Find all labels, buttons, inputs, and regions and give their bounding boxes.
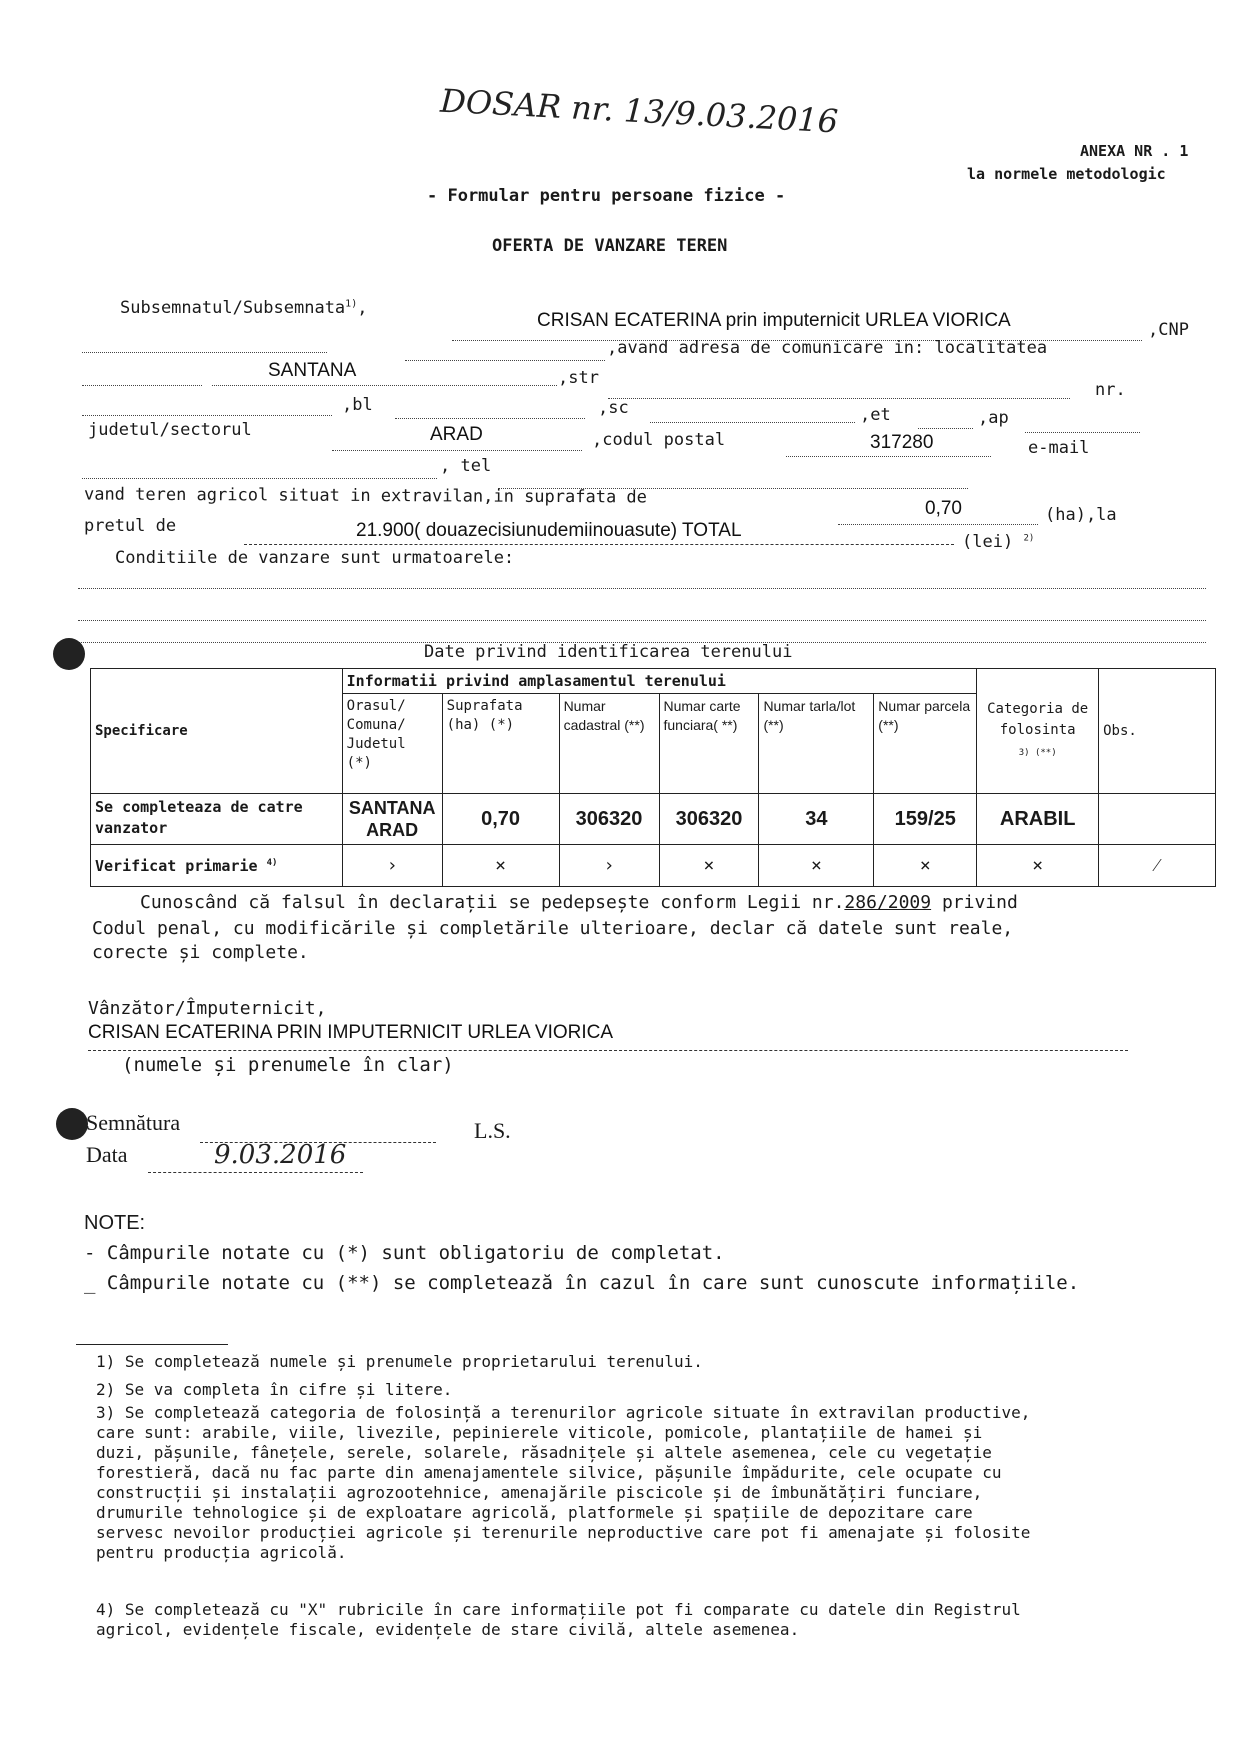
col-tarla: Numar tarla/lot (**) (759, 694, 874, 794)
punch-hole (53, 638, 85, 670)
declaration-line2: Codul penal, cu modificările și completările ulterioare, declar că datele sunt reale, (92, 918, 1014, 939)
tel-label: , tel (440, 456, 492, 476)
localitatea-field[interactable]: SANTANA (268, 360, 357, 381)
verify-mark: › (342, 845, 442, 887)
footnote-1: 1) Se completează numele și prenumele proprietarului terenului. (96, 1352, 703, 1371)
adresa-label: ,avand adresa de comunicare in: localitatea (607, 338, 1048, 358)
pretul-label: pretul de (84, 516, 177, 536)
semnatura-label: Semnătura (86, 1110, 181, 1135)
cod-label: ,codul postal (592, 430, 726, 450)
form-title: OFERTA DE VANZARE TEREN (492, 236, 728, 256)
cod-field[interactable]: 317280 (870, 432, 934, 453)
spec-header: Specificare (91, 669, 343, 794)
verify-mark: × (659, 845, 759, 887)
col-parcela: Numar parcela (**) (874, 694, 977, 794)
table-caption: Date privind identificarea terenului (424, 642, 793, 662)
cell-suprafata: 0,70 (442, 794, 559, 845)
cell-categoria: ARABIL (977, 794, 1099, 845)
notes-title: NOTE: (84, 1212, 146, 1234)
col-categoria: Categoria de folosinta 3) (**) (977, 669, 1099, 794)
declaration-line1: Cunoscând că falsul în declarații se pedepsește conform Legii nr.286/2009 privind (140, 892, 1018, 913)
ap-label: ,ap (978, 408, 1009, 428)
verify-mark: × (977, 845, 1099, 887)
col-cadastral: Numar cadastral (**) (559, 694, 659, 794)
signer-hint: (numele și prenumele în clar) (122, 1054, 454, 1076)
suprafata-field[interactable]: 0,70 (925, 498, 962, 519)
footnote-2: 2) Se va completa în cifre și litere. (96, 1380, 453, 1399)
anexa-label: ANEXA NR . 1 (1080, 142, 1189, 160)
form-type: - Formular pentru persoane fizice - (427, 186, 786, 206)
col-suprafata: Suprafata (ha) (*) (442, 694, 559, 794)
judet-field[interactable]: ARAD (430, 424, 483, 445)
bl-label: ,bl (342, 395, 373, 415)
sc-label: ,sc (598, 398, 629, 418)
row2-label: Verificat primarie $^{4)}$ (91, 845, 343, 887)
cnp-label: ,CNP (1148, 320, 1189, 340)
ha-label: (ha),la (1045, 505, 1117, 525)
verify-mark: × (442, 845, 559, 887)
name-field[interactable]: CRISAN ECATERINA prin imputernicit URLEA VIORICA (537, 310, 1011, 331)
col-carte: Numar carte funciara( **) (659, 694, 759, 794)
declaration-line3: corecte și complete. (92, 942, 309, 963)
email-label: e-mail (1028, 438, 1090, 458)
verify-mark: ⁄ (1099, 845, 1216, 887)
footnote-4: 4) Se completează cu "X" rubricile în care informațiile pot fi comparate cu datele din Registrul agricol, evidențele fiscale, evidențele de stare civilă, altele asemenea. (96, 1600, 1021, 1639)
cell-carte: 306320 (659, 794, 759, 845)
et-label: ,et (860, 405, 891, 425)
verify-mark: › (559, 845, 659, 887)
lei-label: (lei) $^{2)}$ (962, 532, 1035, 552)
normele-label: la normele metodologic (967, 165, 1166, 183)
note-1: - Câmpurile notate cu (*) sunt obligatoriu de completat. (84, 1242, 725, 1264)
land-info-table (90, 668, 1216, 887)
group-header: Informatii privind amplasamentul terenului (342, 669, 977, 694)
vand-label: vand teren agricol situat in extravilan,in suprafata de (83, 484, 647, 508)
col-obs: Obs. (1099, 669, 1216, 794)
pret-field[interactable]: 21.900( douazecisiunudemiinouasute) TOTAL (356, 520, 742, 541)
punch-hole-2 (56, 1108, 88, 1140)
row1-label: Se completeaza de catre vanzator (91, 794, 343, 845)
cell-cadastral: 306320 (559, 794, 659, 845)
note-2: _ Câmpurile notate cu (**) se completează în cazul în care sunt cunoscute informațiile. (84, 1272, 1080, 1294)
nr-label: nr. (1095, 380, 1126, 400)
judet-label: judetul/sectorul (88, 420, 252, 440)
ls-label: L.S. (474, 1118, 511, 1143)
signer-name[interactable]: CRISAN ECATERINA PRIN IMPUTERNICIT URLEA VIORICA (88, 1022, 614, 1043)
verify-mark: × (759, 845, 874, 887)
cell-tarla: 34 (759, 794, 874, 845)
data-value[interactable]: 9.03.2016 (214, 1140, 347, 1170)
cell-obs (1099, 794, 1216, 845)
str-label: ,str (558, 368, 599, 388)
verify-mark: × (874, 845, 977, 887)
dosar-handwritten: DOSAR nr. 13/9.03.2016 (439, 81, 840, 141)
cell-orasul: SANTANA ARAD (342, 794, 442, 845)
conditii-label: Conditiile de vanzare sunt urmatoarele: (115, 548, 515, 568)
footnote-3: 3) Se completează categoria de folosință a terenurilor agricole situate în extravilan productive, care sunt: arabile, viile, livezile, pepinierele viticole, pomicole, plantațiile de hamei și duzi, pășunile, fânețele, serele, solarele, răsadnițele și altele asemenea, cele cu vegetație forestieră, dacă nu fac parte din amenajamentele silvice, pășunile împădurite, cele ocupate cu construcții și instalații agrozootehnice, amenajările piscicole și de îmbunătățiri funciare, drumurile tehnologice și de exploatare agricolă, platformele și spațiile de depozitare care servesc nevoilor producției agricole și terenurile neproductive care pot fi amenajate și folosite pentru producția agricolă. (96, 1403, 1031, 1562)
data-label: Data (86, 1142, 128, 1167)
signer-label: Vânzător/Împuternicit, (88, 998, 327, 1019)
subsemnatul-label: Subsemnatul/Subsemnata$^{1)}$, (120, 298, 368, 318)
cell-parcela: 159/25 (874, 794, 977, 845)
col-orasul: Orasul/ Comuna/ Judetul (*) (342, 694, 442, 794)
